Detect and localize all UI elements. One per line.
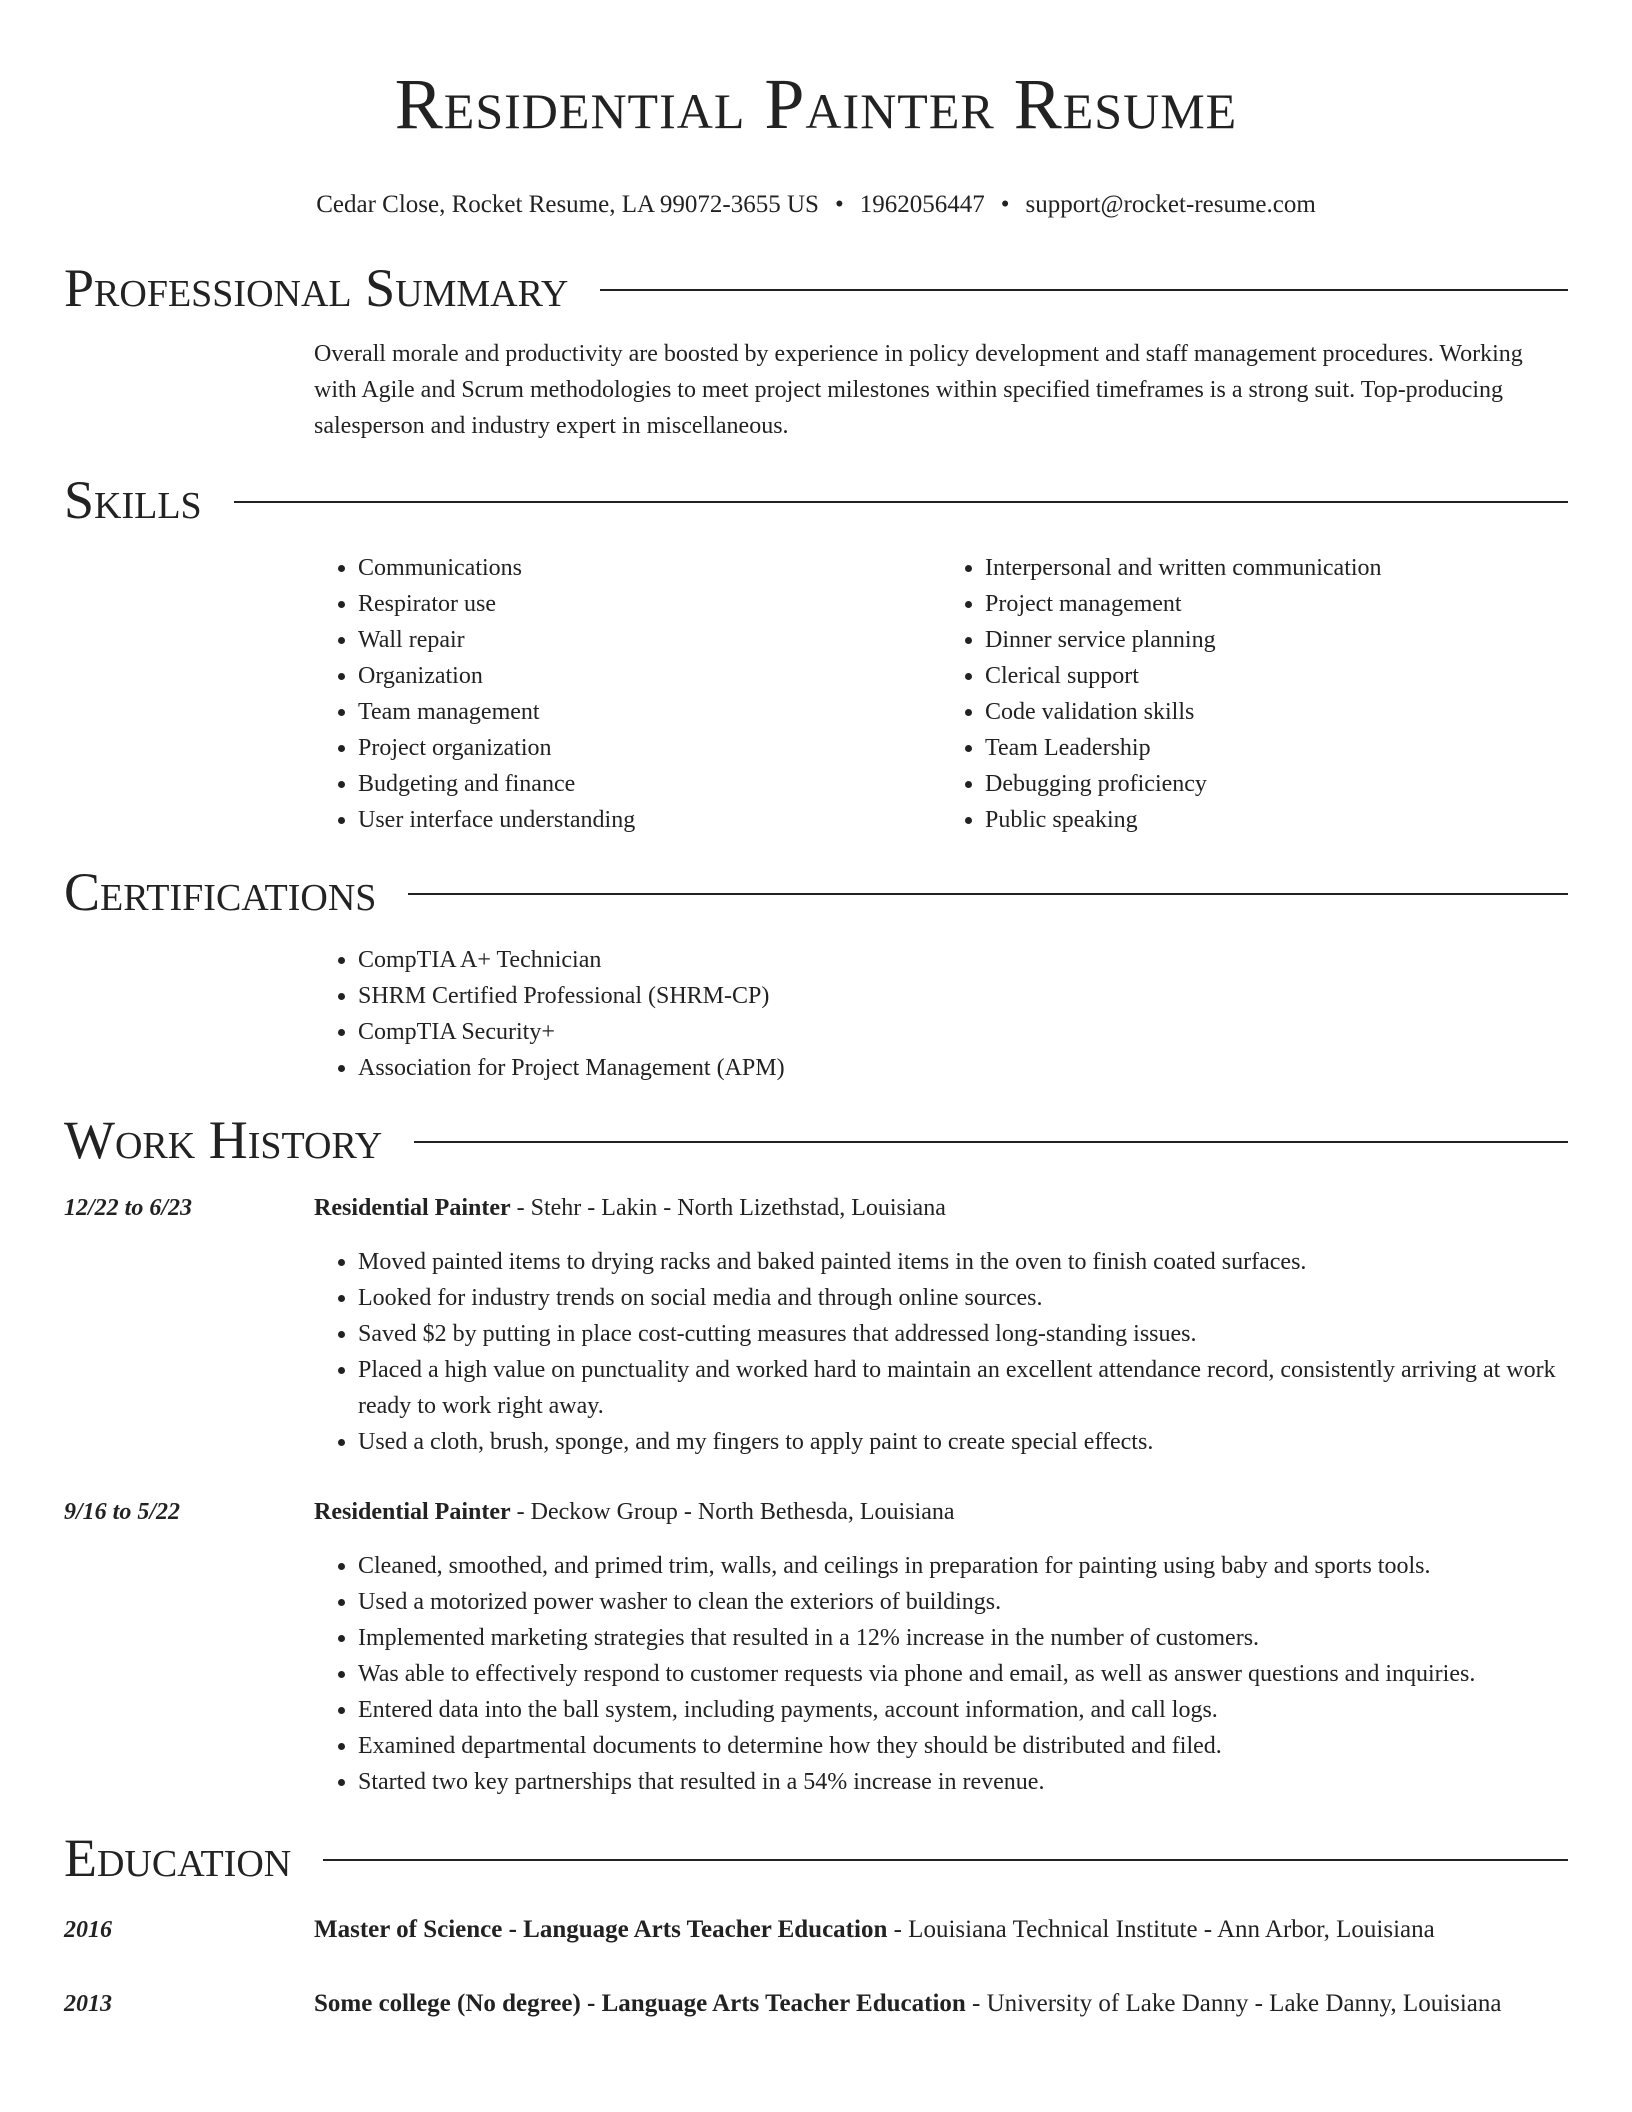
resume-title: Residential Painter Resume — [394, 64, 1238, 144]
address: Cedar Close, Rocket Resume, LA 99072-3655 US — [316, 191, 819, 218]
skill-item: • Wall repair — [358, 622, 941, 658]
summary-heading: Professional Summary — [64, 258, 569, 318]
skill-item: • Project management — [985, 586, 1568, 622]
job-bullets — [314, 1244, 1568, 1460]
education-year: 2016 — [64, 1917, 112, 1943]
job-title: Residential Painter — [314, 1195, 511, 1221]
education-school: - Louisiana Technical Institute - Ann Arbor, Louisiana — [887, 1916, 1435, 1943]
education-entry — [64, 1984, 1568, 2024]
contact-separator: • — [834, 191, 844, 218]
skills-list-right — [941, 550, 1568, 838]
job-title-line — [314, 1494, 1568, 1530]
education-heading-row — [64, 1826, 1568, 1890]
section-divider — [408, 893, 1568, 895]
section-divider — [600, 289, 1568, 291]
education-year: 2013 — [64, 1991, 112, 2017]
certifications-block — [314, 942, 1568, 1086]
skill-item: • Team management — [358, 694, 941, 730]
certification-item: • CompTIA A+ Technician — [358, 942, 1568, 978]
job-main — [314, 1190, 1568, 1460]
skills-list-left — [314, 550, 941, 838]
education-main — [314, 1984, 1568, 2024]
skill-item: • Debugging proficiency — [985, 766, 1568, 802]
job-bullet: • Used a motorized power washer to clean the exteriors of buildings. — [358, 1584, 1568, 1620]
summary-heading-row — [64, 256, 1568, 320]
contact-separator: • — [1000, 191, 1010, 218]
education-heading: Education — [64, 1828, 292, 1888]
phone: 1962056447 — [859, 191, 985, 218]
job-bullet: • Started two key partnerships that resulted in a 54% increase in revenue. — [358, 1764, 1568, 1800]
skills-heading-row — [64, 468, 1568, 532]
job-bullet: • Implemented marketing strategies that resulted in a 12% increase in the number of customers. — [358, 1620, 1568, 1656]
skill-item: • Dinner service planning — [985, 622, 1568, 658]
skills-heading: Skills — [64, 470, 202, 530]
job-bullet: • Was able to effectively respond to customer requests via phone and email, as well as answer questions and inquiries. — [358, 1656, 1568, 1692]
certifications-heading: Certifications — [64, 862, 377, 922]
skill-item: • Code validation skills — [985, 694, 1568, 730]
job-main — [314, 1494, 1568, 1800]
certification-item: • Association for Project Management (APM) — [358, 1050, 1568, 1086]
certification-item: • CompTIA Security+ — [358, 1014, 1568, 1050]
skills-grid — [314, 550, 1568, 838]
job-bullet: • Looked for industry trends on social media and through online sources. — [358, 1280, 1568, 1316]
skill-item: • Communications — [358, 550, 941, 586]
job-dates: 12/22 to 6/23 — [64, 1195, 193, 1221]
job-bullets — [314, 1548, 1568, 1800]
job-bullet: • Moved painted items to drying racks and baked painted items in the oven to finish coated surfaces. — [358, 1244, 1568, 1280]
education-school: - University of Lake Danny - Lake Danny, Louisiana — [965, 1990, 1502, 2017]
skill-item: • Clerical support — [985, 658, 1568, 694]
education-entry — [64, 1910, 1568, 1950]
section-divider — [234, 501, 1568, 503]
job-title-line — [314, 1190, 1568, 1226]
education-degree: Master of Science - Language Arts Teacher Education — [314, 1916, 888, 1943]
job-entry — [64, 1494, 1568, 1800]
section-divider — [323, 1859, 1568, 1861]
section-divider — [414, 1141, 1568, 1143]
job-bullet: • Saved $2 by putting in place cost-cutting measures that addressed long-standing issues. — [358, 1316, 1568, 1352]
job-dates: 9/16 to 5/22 — [64, 1499, 181, 1525]
job-title: Residential Painter — [314, 1499, 511, 1525]
skill-item: • Organization — [358, 658, 941, 694]
work-heading-row — [64, 1108, 1568, 1172]
work-heading: Work History — [64, 1110, 383, 1170]
email-link[interactable]: support@rocket-resume.com — [1025, 191, 1316, 218]
job-entry — [64, 1190, 1568, 1460]
summary-text: Overall morale and productivity are boosted by experience in policy development and staff management procedures. Working with Agile and Scrum methodologies to meet project milestones within specified timeframes is a strong suit. Top-producing salesperson and industry expert in miscellaneous. — [314, 341, 1523, 439]
skill-item: • Budgeting and finance — [358, 766, 941, 802]
job-bullet: • Placed a high value on punctuality and worked hard to maintain an excellent attendance record, consistently arriving at work ready to work right away. — [358, 1352, 1568, 1424]
certification-item: • SHRM Certified Professional (SHRM-CP) — [358, 978, 1568, 1014]
certifications-heading-row — [64, 860, 1568, 924]
job-bullet: • Cleaned, smoothed, and primed trim, walls, and ceilings in preparation for painting using baby and sports tools. — [358, 1548, 1568, 1584]
skill-item: • Team Leadership — [985, 730, 1568, 766]
education-degree: Some college (No degree) - Language Arts Teacher Education — [314, 1990, 966, 2017]
education-main — [314, 1910, 1568, 1950]
contact-line — [64, 190, 1568, 220]
job-bullet: • Used a cloth, brush, sponge, and my fingers to apply paint to create special effects. — [358, 1424, 1568, 1460]
skill-item: • Respirator use — [358, 586, 941, 622]
skill-item: • Project organization — [358, 730, 941, 766]
job-details: - Deckow Group - North Bethesda, Louisiana — [510, 1499, 955, 1525]
skill-item: • Public speaking — [985, 802, 1568, 838]
certifications-list — [314, 942, 1568, 1086]
job-bullet: • Entered data into the ball system, including payments, account information, and call logs. — [358, 1692, 1568, 1728]
skill-item: • User interface understanding — [358, 802, 941, 838]
skill-item: • Interpersonal and written communication — [985, 550, 1568, 586]
job-bullet: • Examined departmental documents to determine how they should be distributed and filed. — [358, 1728, 1568, 1764]
job-details: - Stehr - Lakin - North Lizethstad, Louisiana — [510, 1195, 946, 1221]
